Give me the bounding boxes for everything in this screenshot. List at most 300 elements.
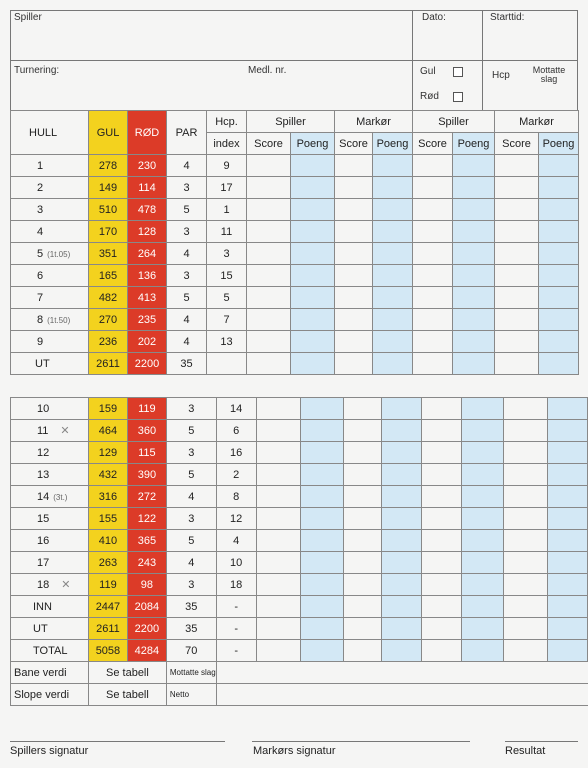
score-cell[interactable]	[422, 574, 462, 596]
hole-number: 7	[37, 291, 44, 304]
poeng-cell[interactable]	[453, 243, 495, 265]
total-index: -	[216, 618, 256, 640]
score-header: Score	[335, 133, 373, 155]
dato-label: Dato:	[422, 12, 446, 23]
hole-number: 16	[37, 534, 50, 547]
score-cell[interactable]	[495, 243, 539, 265]
gul-distance: 129	[88, 442, 127, 464]
score-cell[interactable]	[504, 464, 548, 486]
hole-number: 13	[37, 468, 50, 481]
rod-distance: 360	[127, 420, 166, 442]
poeng-cell[interactable]	[539, 309, 579, 331]
score-cell[interactable]	[504, 508, 548, 530]
gul-distance: 278	[89, 155, 128, 177]
total-label: UT	[11, 618, 89, 640]
score-cell[interactable]	[335, 309, 373, 331]
poeng-cell[interactable]	[382, 442, 422, 464]
poeng-cell[interactable]	[548, 442, 588, 464]
score-cell[interactable]	[344, 596, 382, 618]
hole-number: 11	[37, 425, 49, 437]
poeng-cell[interactable]	[291, 309, 335, 331]
poeng-cell[interactable]	[382, 530, 422, 552]
poeng-cell[interactable]	[548, 574, 588, 596]
poeng-cell[interactable]	[382, 552, 422, 574]
score-cell[interactable]	[504, 596, 548, 618]
hcp-index: 10	[216, 552, 256, 574]
rod-distance: 136	[128, 265, 167, 287]
score-cell[interactable]	[335, 265, 373, 287]
hole-number: 6	[37, 269, 44, 282]
hcp-index: 8	[216, 486, 256, 508]
score-cell[interactable]	[504, 552, 548, 574]
poeng-cell[interactable]	[539, 199, 579, 221]
score-cell[interactable]	[422, 530, 462, 552]
score-cell[interactable]	[247, 177, 291, 199]
par-value: 5	[167, 287, 207, 309]
score-cell[interactable]	[504, 618, 548, 640]
score-cell[interactable]	[344, 640, 382, 662]
ut-label: UT	[11, 353, 89, 375]
poeng-cell[interactable]	[539, 287, 579, 309]
score-cell[interactable]	[256, 640, 300, 662]
score-cell[interactable]	[247, 287, 291, 309]
score-cell[interactable]	[495, 265, 539, 287]
hole-row	[11, 442, 588, 464]
poeng-cell[interactable]	[453, 177, 495, 199]
rod-distance: 115	[127, 442, 166, 464]
hole-row	[11, 530, 588, 552]
gul-distance: 149	[89, 177, 128, 199]
score-cell[interactable]	[247, 199, 291, 221]
hcp-index: 16	[216, 442, 256, 464]
score-cell[interactable]	[247, 309, 291, 331]
poeng-cell[interactable]	[548, 596, 588, 618]
score-cell[interactable]	[422, 464, 462, 486]
front-nine-table	[10, 110, 579, 375]
spiller-header-1: Spiller	[247, 111, 335, 133]
score-cell[interactable]	[344, 618, 382, 640]
score-cell[interactable]	[335, 287, 373, 309]
poeng-cell[interactable]	[300, 552, 344, 574]
poeng-cell[interactable]	[373, 309, 413, 331]
score-cell[interactable]	[247, 353, 291, 375]
hole-number: 8	[37, 313, 44, 326]
score-cell[interactable]	[247, 155, 291, 177]
poeng-cell[interactable]	[462, 530, 504, 552]
gul-distance: 263	[88, 552, 127, 574]
gul-distance: 316	[88, 486, 127, 508]
score-cell[interactable]	[422, 618, 462, 640]
rod-distance: 413	[128, 287, 167, 309]
gul-distance: 165	[89, 265, 128, 287]
resultat-label: Resultat	[505, 745, 546, 757]
par-value: 5	[167, 199, 207, 221]
score-cell[interactable]	[495, 155, 539, 177]
spiller-header-2: Spiller	[413, 111, 495, 133]
gul-distance: 482	[89, 287, 128, 309]
score-cell[interactable]	[256, 398, 300, 420]
poeng-cell[interactable]	[453, 221, 495, 243]
score-cell[interactable]	[422, 486, 462, 508]
poeng-cell[interactable]	[373, 243, 413, 265]
score-cell[interactable]	[504, 574, 548, 596]
poeng-cell[interactable]	[373, 265, 413, 287]
hole-number: 18	[37, 579, 50, 591]
poeng-cell[interactable]	[453, 199, 495, 221]
poeng-cell[interactable]	[462, 552, 504, 574]
score-cell[interactable]	[413, 265, 453, 287]
score-cell[interactable]	[504, 420, 548, 442]
hcp-index: 3	[207, 243, 247, 265]
poeng-cell[interactable]	[539, 331, 579, 353]
rod-distance: 114	[128, 177, 167, 199]
poeng-cell[interactable]	[291, 199, 335, 221]
score-cell[interactable]	[413, 309, 453, 331]
score-cell[interactable]	[504, 640, 548, 662]
poeng-cell[interactable]	[382, 398, 422, 420]
score-cell[interactable]	[495, 177, 539, 199]
score-cell[interactable]	[422, 552, 462, 574]
par-value: 3	[166, 398, 216, 420]
poeng-cell[interactable]	[539, 177, 579, 199]
par-value: 5	[166, 464, 216, 486]
poeng-cell[interactable]	[373, 177, 413, 199]
score-cell[interactable]	[422, 398, 462, 420]
hole-row	[11, 309, 579, 331]
total-rod: 4284	[127, 640, 166, 662]
rod-distance: 272	[127, 486, 166, 508]
poeng-cell[interactable]	[462, 442, 504, 464]
total-rod: 2200	[127, 618, 166, 640]
score-cell[interactable]	[256, 618, 300, 640]
rod-distance: 243	[127, 552, 166, 574]
hole-row	[11, 552, 588, 574]
score-cell[interactable]	[504, 486, 548, 508]
score-cell[interactable]	[256, 442, 300, 464]
hole-number-cell	[11, 574, 89, 596]
par-value: 3	[167, 221, 207, 243]
hole-number-cell	[11, 331, 89, 353]
poeng-cell[interactable]	[382, 596, 422, 618]
poeng-cell[interactable]	[548, 552, 588, 574]
poeng-cell[interactable]	[382, 464, 422, 486]
gul-distance: 170	[89, 221, 128, 243]
ut-row	[11, 353, 579, 375]
bane-verdi-row	[11, 662, 588, 684]
poeng-cell[interactable]	[300, 640, 344, 662]
slope-verdi-label: Slope verdi	[11, 684, 89, 706]
hole-row	[11, 574, 588, 596]
total-index: -	[216, 596, 256, 618]
score-cell[interactable]	[495, 309, 539, 331]
poeng-cell[interactable]	[462, 398, 504, 420]
score-cell[interactable]	[422, 508, 462, 530]
hole-number-cell	[11, 486, 89, 508]
par-value: 3	[166, 574, 216, 596]
poeng-cell[interactable]	[539, 265, 579, 287]
poeng-cell[interactable]	[291, 265, 335, 287]
hole-number: 10	[37, 402, 50, 415]
poeng-cell[interactable]	[300, 420, 344, 442]
score-cell[interactable]	[504, 442, 548, 464]
poeng-cell[interactable]	[453, 265, 495, 287]
poeng-cell[interactable]	[291, 287, 335, 309]
poeng-cell[interactable]	[373, 221, 413, 243]
score-cell[interactable]	[413, 287, 453, 309]
hcp-index: 2	[216, 464, 256, 486]
par-value: 4	[166, 552, 216, 574]
poeng-cell[interactable]	[453, 353, 495, 375]
bane-verdi-label: Bane verdi	[11, 662, 89, 684]
score-cell[interactable]	[422, 420, 462, 442]
poeng-cell[interactable]	[548, 420, 588, 442]
bane-verdi-value: Se tabell	[88, 662, 166, 684]
poeng-cell[interactable]	[462, 618, 504, 640]
total-label: INN	[11, 596, 89, 618]
score-cell[interactable]	[247, 243, 291, 265]
score-cell[interactable]	[344, 574, 382, 596]
score-cell[interactable]	[344, 552, 382, 574]
score-cell[interactable]	[335, 331, 373, 353]
spiller-label: Spiller	[14, 12, 42, 23]
score-cell[interactable]	[413, 199, 453, 221]
pencil-cross-mark: ✕	[60, 425, 70, 437]
rod-header: RØD	[128, 111, 167, 155]
score-cell[interactable]	[256, 508, 300, 530]
score-cell[interactable]	[413, 221, 453, 243]
poeng-cell[interactable]	[548, 398, 588, 420]
score-header: Score	[495, 133, 539, 155]
poeng-cell[interactable]	[382, 508, 422, 530]
rod-checkbox[interactable]	[453, 92, 463, 102]
score-header: Score	[413, 133, 453, 155]
total-label: TOTAL	[11, 640, 89, 662]
score-cell[interactable]	[247, 331, 291, 353]
score-cell[interactable]	[256, 596, 300, 618]
poeng-cell[interactable]	[373, 287, 413, 309]
poeng-cell[interactable]	[300, 486, 344, 508]
poeng-cell[interactable]	[382, 574, 422, 596]
poeng-cell[interactable]	[291, 243, 335, 265]
score-cell[interactable]	[344, 486, 382, 508]
poeng-cell[interactable]	[300, 574, 344, 596]
hole-number: 3	[37, 203, 44, 216]
ut-index-empty	[207, 353, 247, 375]
index-header: index	[207, 133, 247, 155]
score-cell[interactable]	[344, 530, 382, 552]
hcp-index: 1	[207, 199, 247, 221]
poeng-cell[interactable]	[548, 486, 588, 508]
rod-distance: 119	[127, 398, 166, 420]
slope-verdi-row	[11, 684, 588, 706]
gul-distance: 159	[88, 398, 127, 420]
poeng-cell[interactable]	[373, 155, 413, 177]
score-cell[interactable]	[344, 464, 382, 486]
hcp-index: 14	[216, 398, 256, 420]
poeng-cell[interactable]	[548, 618, 588, 640]
poeng-cell[interactable]	[300, 464, 344, 486]
score-cell[interactable]	[335, 199, 373, 221]
score-cell[interactable]	[335, 177, 373, 199]
total-gul: 2611	[88, 618, 127, 640]
par-header: PAR	[167, 111, 207, 155]
ut-gul-total: 2611	[89, 353, 128, 375]
score-cell[interactable]	[335, 221, 373, 243]
score-cell[interactable]	[256, 486, 300, 508]
poeng-cell[interactable]	[462, 640, 504, 662]
rod-distance: 122	[127, 508, 166, 530]
hcp-header: Hcp.	[207, 111, 247, 133]
score-cell[interactable]	[247, 265, 291, 287]
score-cell[interactable]	[247, 221, 291, 243]
hole-row	[11, 265, 579, 287]
par-value: 5	[166, 530, 216, 552]
poeng-cell[interactable]	[382, 486, 422, 508]
score-cell[interactable]	[413, 243, 453, 265]
poeng-cell[interactable]	[291, 221, 335, 243]
hole-number-cell	[11, 464, 89, 486]
poeng-cell[interactable]	[453, 287, 495, 309]
score-cell[interactable]	[495, 331, 539, 353]
rod-distance: 128	[128, 221, 167, 243]
poeng-cell[interactable]	[373, 353, 413, 375]
poeng-cell[interactable]	[462, 508, 504, 530]
poeng-cell[interactable]	[453, 155, 495, 177]
poeng-cell[interactable]	[453, 331, 495, 353]
total-par: 70	[166, 640, 216, 662]
total-rod: 2084	[127, 596, 166, 618]
score-cell[interactable]	[256, 552, 300, 574]
poeng-cell[interactable]	[300, 442, 344, 464]
score-cell[interactable]	[413, 331, 453, 353]
hcp-index: 11	[207, 221, 247, 243]
score-cell[interactable]	[504, 398, 548, 420]
score-cell[interactable]	[256, 574, 300, 596]
bane-entry-cell[interactable]	[216, 662, 587, 684]
score-cell[interactable]	[335, 243, 373, 265]
poeng-cell[interactable]	[373, 199, 413, 221]
score-cell[interactable]	[422, 640, 462, 662]
gul-checkbox[interactable]	[453, 67, 463, 77]
hole-number-cell	[11, 309, 89, 331]
hole-number-cell	[11, 177, 89, 199]
hole-number: 17	[37, 556, 50, 569]
poeng-cell[interactable]	[373, 331, 413, 353]
poeng-cell[interactable]	[462, 420, 504, 442]
poeng-cell[interactable]	[453, 309, 495, 331]
turnering-label: Turnering:	[14, 65, 60, 76]
rod-distance: 230	[128, 155, 167, 177]
poeng-cell[interactable]	[539, 155, 579, 177]
poeng-cell[interactable]	[539, 221, 579, 243]
poeng-cell[interactable]	[300, 596, 344, 618]
hole-number: 12	[37, 446, 50, 459]
score-cell[interactable]	[335, 155, 373, 177]
poeng-cell[interactable]	[291, 331, 335, 353]
poeng-cell[interactable]	[291, 353, 335, 375]
hcp-index: 12	[216, 508, 256, 530]
score-cell[interactable]	[413, 177, 453, 199]
poeng-cell[interactable]	[300, 530, 344, 552]
score-cell[interactable]	[335, 353, 373, 375]
hole-row	[11, 177, 579, 199]
score-cell[interactable]	[344, 420, 382, 442]
ut-par-total: 35	[167, 353, 207, 375]
score-cell[interactable]	[495, 199, 539, 221]
score-cell[interactable]	[504, 530, 548, 552]
score-cell[interactable]	[344, 442, 382, 464]
score-cell[interactable]	[495, 287, 539, 309]
ut-rod-total: 2200	[128, 353, 167, 375]
poeng-cell[interactable]	[300, 618, 344, 640]
rod-distance: 264	[128, 243, 167, 265]
par-value: 3	[166, 508, 216, 530]
poeng-cell[interactable]	[300, 508, 344, 530]
poeng-cell[interactable]	[291, 155, 335, 177]
score-cell[interactable]	[422, 596, 462, 618]
hole-row	[11, 221, 579, 243]
score-cell[interactable]	[413, 353, 453, 375]
slope-entry-cell[interactable]	[216, 684, 587, 706]
poeng-cell[interactable]	[462, 574, 504, 596]
total-row	[11, 640, 588, 662]
poeng-cell[interactable]	[382, 420, 422, 442]
poeng-header: Poeng	[539, 133, 579, 155]
poeng-cell[interactable]	[539, 353, 579, 375]
poeng-cell[interactable]	[382, 618, 422, 640]
poeng-cell[interactable]	[462, 596, 504, 618]
hole-note: (1t.05)	[47, 249, 71, 259]
poeng-header: Poeng	[453, 133, 495, 155]
hole-row	[11, 508, 588, 530]
hole-row	[11, 243, 579, 265]
score-cell[interactable]	[495, 221, 539, 243]
score-cell[interactable]	[256, 464, 300, 486]
poeng-cell[interactable]	[291, 177, 335, 199]
hole-number-cell	[11, 530, 89, 552]
poeng-cell[interactable]	[382, 640, 422, 662]
poeng-cell[interactable]	[300, 398, 344, 420]
rod-tee-label: Rød	[420, 91, 439, 102]
score-cell[interactable]	[422, 442, 462, 464]
poeng-cell[interactable]	[462, 464, 504, 486]
poeng-cell[interactable]	[548, 640, 588, 662]
poeng-cell[interactable]	[539, 243, 579, 265]
total-index: -	[216, 640, 256, 662]
hcp-index: 17	[207, 177, 247, 199]
score-cell[interactable]	[256, 420, 300, 442]
hcp-label: Hcp	[492, 70, 510, 81]
poeng-cell[interactable]	[548, 508, 588, 530]
hcp-index: 5	[207, 287, 247, 309]
score-cell[interactable]	[495, 353, 539, 375]
score-cell[interactable]	[413, 155, 453, 177]
poeng-cell[interactable]	[548, 530, 588, 552]
hcp-index: 4	[216, 530, 256, 552]
score-cell[interactable]	[344, 398, 382, 420]
score-header: Score	[247, 133, 291, 155]
hole-number-cell	[11, 287, 89, 309]
score-cell[interactable]	[344, 508, 382, 530]
poeng-cell[interactable]	[462, 486, 504, 508]
score-cell[interactable]	[256, 530, 300, 552]
poeng-cell[interactable]	[548, 464, 588, 486]
hole-row	[11, 331, 579, 353]
rod-distance: 390	[127, 464, 166, 486]
markor-header-2: Markør	[495, 111, 579, 133]
hole-number: 9	[37, 335, 44, 348]
par-value: 4	[167, 331, 207, 353]
